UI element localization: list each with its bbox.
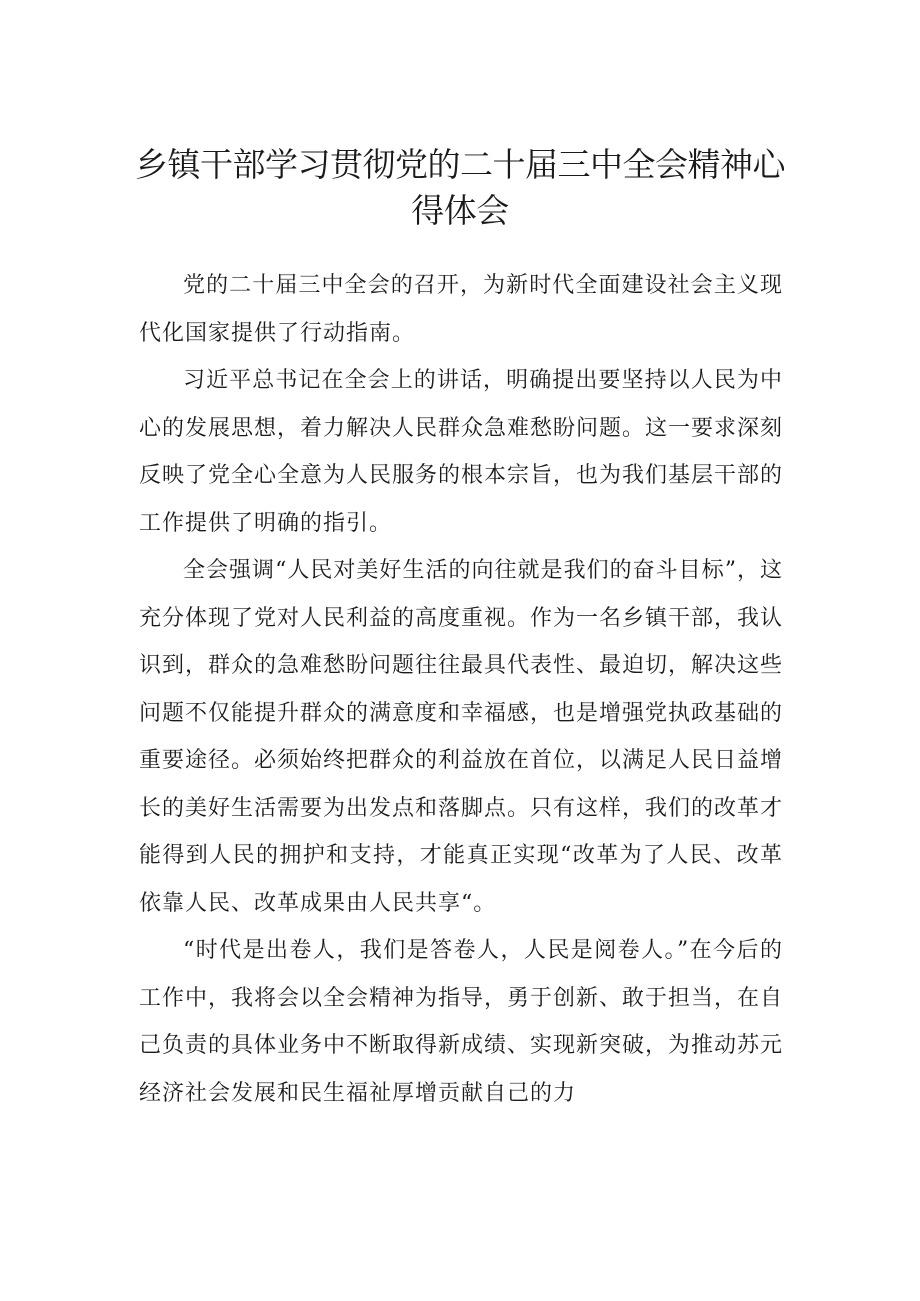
paragraph-1: 党的二十届三中全会的召开，为新时代全面建设社会主义现代化国家提供了行动指南。 — [139, 273, 783, 346]
document-body — [139, 262, 783, 1117]
paragraph-4: “时代是出卷人，我们是答卷人，人民是阅卷人。”在今后的工作中，我将会以全会精神为指导，勇于创新、敢于担当，在自己负责的具体业务中不断取得新成绩、实现新突破，为推动苏元经济社会发展和民生福祉厚增贡献自己的力 — [139, 938, 784, 1106]
document-title: 乡镇干部学习贯彻党的二十届三中全会精神心得体会 — [135, 145, 785, 230]
paragraph-2: 习近平总书记在全会上的讲话，明确提出要坚持以人民为中心的发展思想，着力解决人民群众急难愁盼问题。这一要求深刻反映了党全心全意为人民服务的根本宗旨，也为我们基层干部的工作提供了明确的指引。 — [139, 368, 784, 536]
paragraph-3: 全会强调“人民对美好生活的向往就是我们的奋斗目标”，这充分体现了党对人民利益的高度重视。作为一名乡镇干部，我认识到，群众的急难愁盼问题往往最具代表性、最迫切，解决这些问题不仅能提升群众的满意度和幸福感，也是增强党执政基础的重要途径。必须始终把群众的利益放在首位，以满足人民日益增长的美好生活需要为出发点和落脚点。只有这样，我们的改革才能得到人民的拥护和支持，才能真正实现“改革为了人民、改革依靠人民、改革成果由人民共享“。 — [139, 558, 784, 916]
